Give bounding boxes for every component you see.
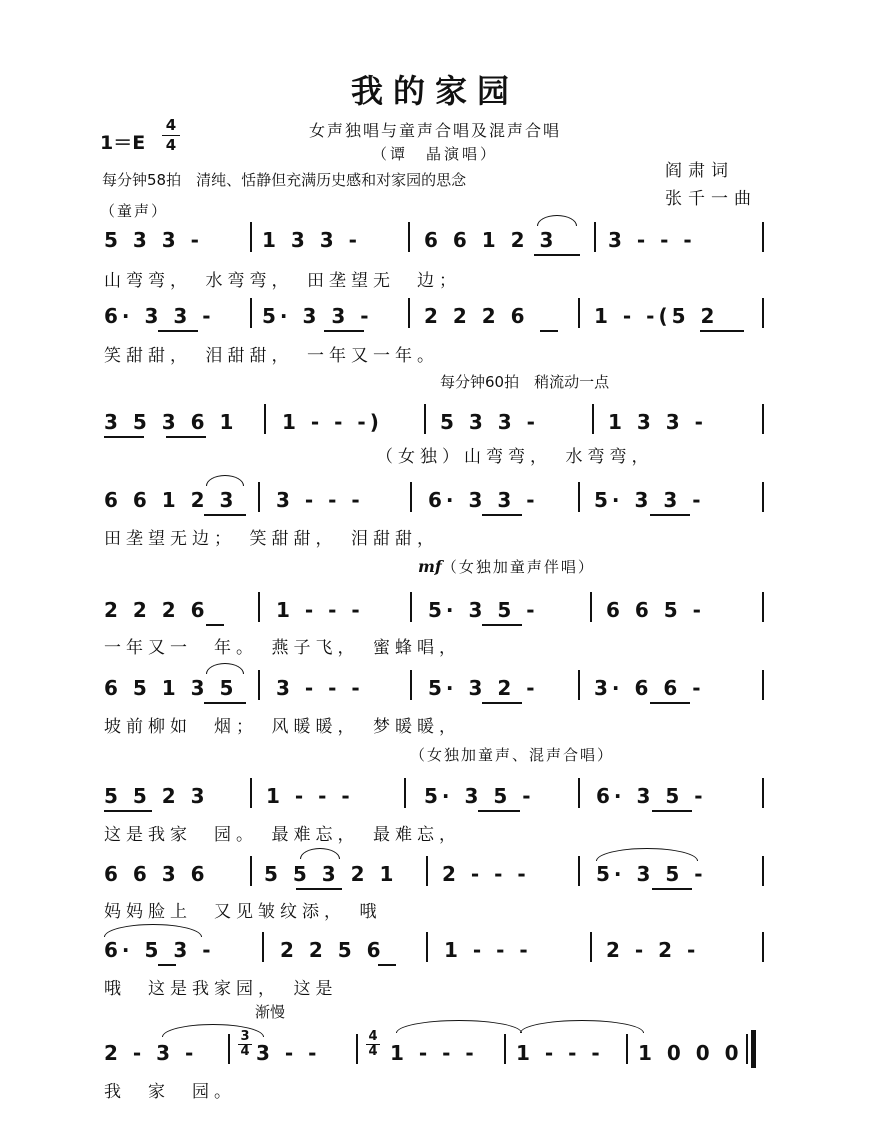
measure: 5· 3 5 - — [424, 784, 535, 808]
measure: 2 2 2 6 — [424, 304, 529, 328]
measure: 3 5 3 6 1 — [104, 410, 238, 434]
time-signature-bottom: 4 — [165, 136, 177, 154]
measure: 6· 3 3 - — [428, 488, 539, 512]
measure: 2 - 2 - — [606, 938, 700, 962]
measure: 1 - -(5 2 — [594, 304, 719, 328]
solo-with-children-text: （女独加童声伴唱） — [441, 558, 595, 576]
lyric-line: 一年又一 年。 燕子飞， 蜜蜂唱， — [104, 638, 461, 658]
time-signature-top: 4 — [165, 116, 177, 134]
measure: 2 - 3 - — [104, 1041, 198, 1065]
measure: 6 6 1 2 3 — [104, 488, 238, 512]
lyric-line: 坡前柳如 烟； 风暖暖， 梦暖暖， — [104, 717, 461, 737]
measure: 1 - - - — [266, 784, 354, 808]
time-signature — [160, 116, 182, 155]
lyric-line: 这是我家 园。 最难忘， 最难忘， — [104, 825, 461, 845]
song-subtitle: 女声独唱与童声合唱及混声合唱 — [308, 121, 561, 140]
lyric-line: 山弯弯， 水弯弯， 田垄望无 边； — [104, 271, 461, 291]
measure: 3 - - - — [608, 228, 696, 252]
measure: 6 5 1 3 5 — [104, 676, 238, 700]
measure: 6 6 5 - — [606, 598, 705, 622]
measure: 5· 3 2 - — [428, 676, 539, 700]
lyric-line: 田垄望无边； 笑甜甜， 泪甜甜， — [104, 529, 439, 549]
song-title: 我的家园 — [350, 72, 519, 110]
measure: 5 3 3 - — [104, 228, 203, 252]
measure: 5· 3 3 - — [262, 304, 373, 328]
measure: 5· 3 5 - — [596, 862, 707, 886]
tempo-marking-1: 每分钟58拍 清纯、恬静但充满历史感和对家园的思念 — [102, 171, 467, 189]
solo-with-children-cue — [418, 556, 595, 577]
composer-credit: 张千一曲 — [665, 189, 757, 209]
children-voice-cue: （童声） — [100, 202, 169, 220]
measure: 3· 6 6 - — [594, 676, 705, 700]
measure: 6· 3 5 - — [596, 784, 707, 808]
tempo-marking-2: 每分钟60拍 稍流动一点 — [440, 373, 610, 391]
measure: 6 6 1 2 3 — [424, 228, 558, 252]
lyric-line: （女独）山弯弯， 水弯弯， — [376, 447, 654, 467]
measure: 1 - - - — [444, 938, 532, 962]
measure: 1 3 3 - — [262, 228, 361, 252]
solo-mixed-choir-cue: （女独加童声、混声合唱） — [410, 746, 615, 764]
key-signature: 1＝E — [100, 132, 146, 154]
measure: 5 5 3 2 1 — [264, 862, 398, 886]
measure: 3 - - - — [276, 676, 364, 700]
lyric-line: 笑甜甜， 泪甜甜， 一年又一年。 — [104, 346, 439, 366]
measure: 2 2 2 6 — [104, 598, 209, 622]
measure: 6· 5 3 - — [104, 938, 215, 962]
meter-change-bottom: 4 — [368, 1044, 378, 1059]
measure: 6 6 3 6 — [104, 862, 209, 886]
meter-change-top: 4 — [368, 1029, 378, 1044]
lyric-line: 我 家 园。 — [104, 1082, 236, 1102]
measure: 2 - - - — [442, 862, 530, 886]
singer-credit: （谭 晶演唱） — [371, 145, 498, 163]
measure: 1 - - - — [390, 1041, 478, 1065]
measure: 1 - - - — [516, 1041, 604, 1065]
measure: 1 - - - — [276, 598, 364, 622]
measure: 3 - - - — [276, 488, 364, 512]
lyricist-credit: 阎肃词 — [665, 161, 734, 181]
measure: 1 0 0 0 — [638, 1041, 743, 1065]
dynamic-marking: mf — [418, 557, 442, 576]
lyric-line: 哦 这是我家园， 这是 — [104, 979, 338, 999]
measure: 1 - - -) — [282, 410, 383, 434]
measure: 5 5 2 3 — [104, 784, 209, 808]
meter-change-top: 3 — [240, 1029, 250, 1044]
measure: 3 - - — [256, 1041, 321, 1065]
measure: 5· 3 5 - — [428, 598, 539, 622]
measure: 5· 3 3 - — [594, 488, 705, 512]
measure: 5 3 3 - — [440, 410, 539, 434]
measure: 1 3 3 - — [608, 410, 707, 434]
measure: 6· 3 3 - — [104, 304, 215, 328]
measure: 2 2 5 6 — [280, 938, 385, 962]
lyric-line: 妈妈脸上 又见皱纹添， 哦 — [104, 902, 382, 922]
meter-change-bottom: 4 — [240, 1044, 250, 1059]
ritardando-marking: 渐慢 — [255, 1003, 286, 1021]
